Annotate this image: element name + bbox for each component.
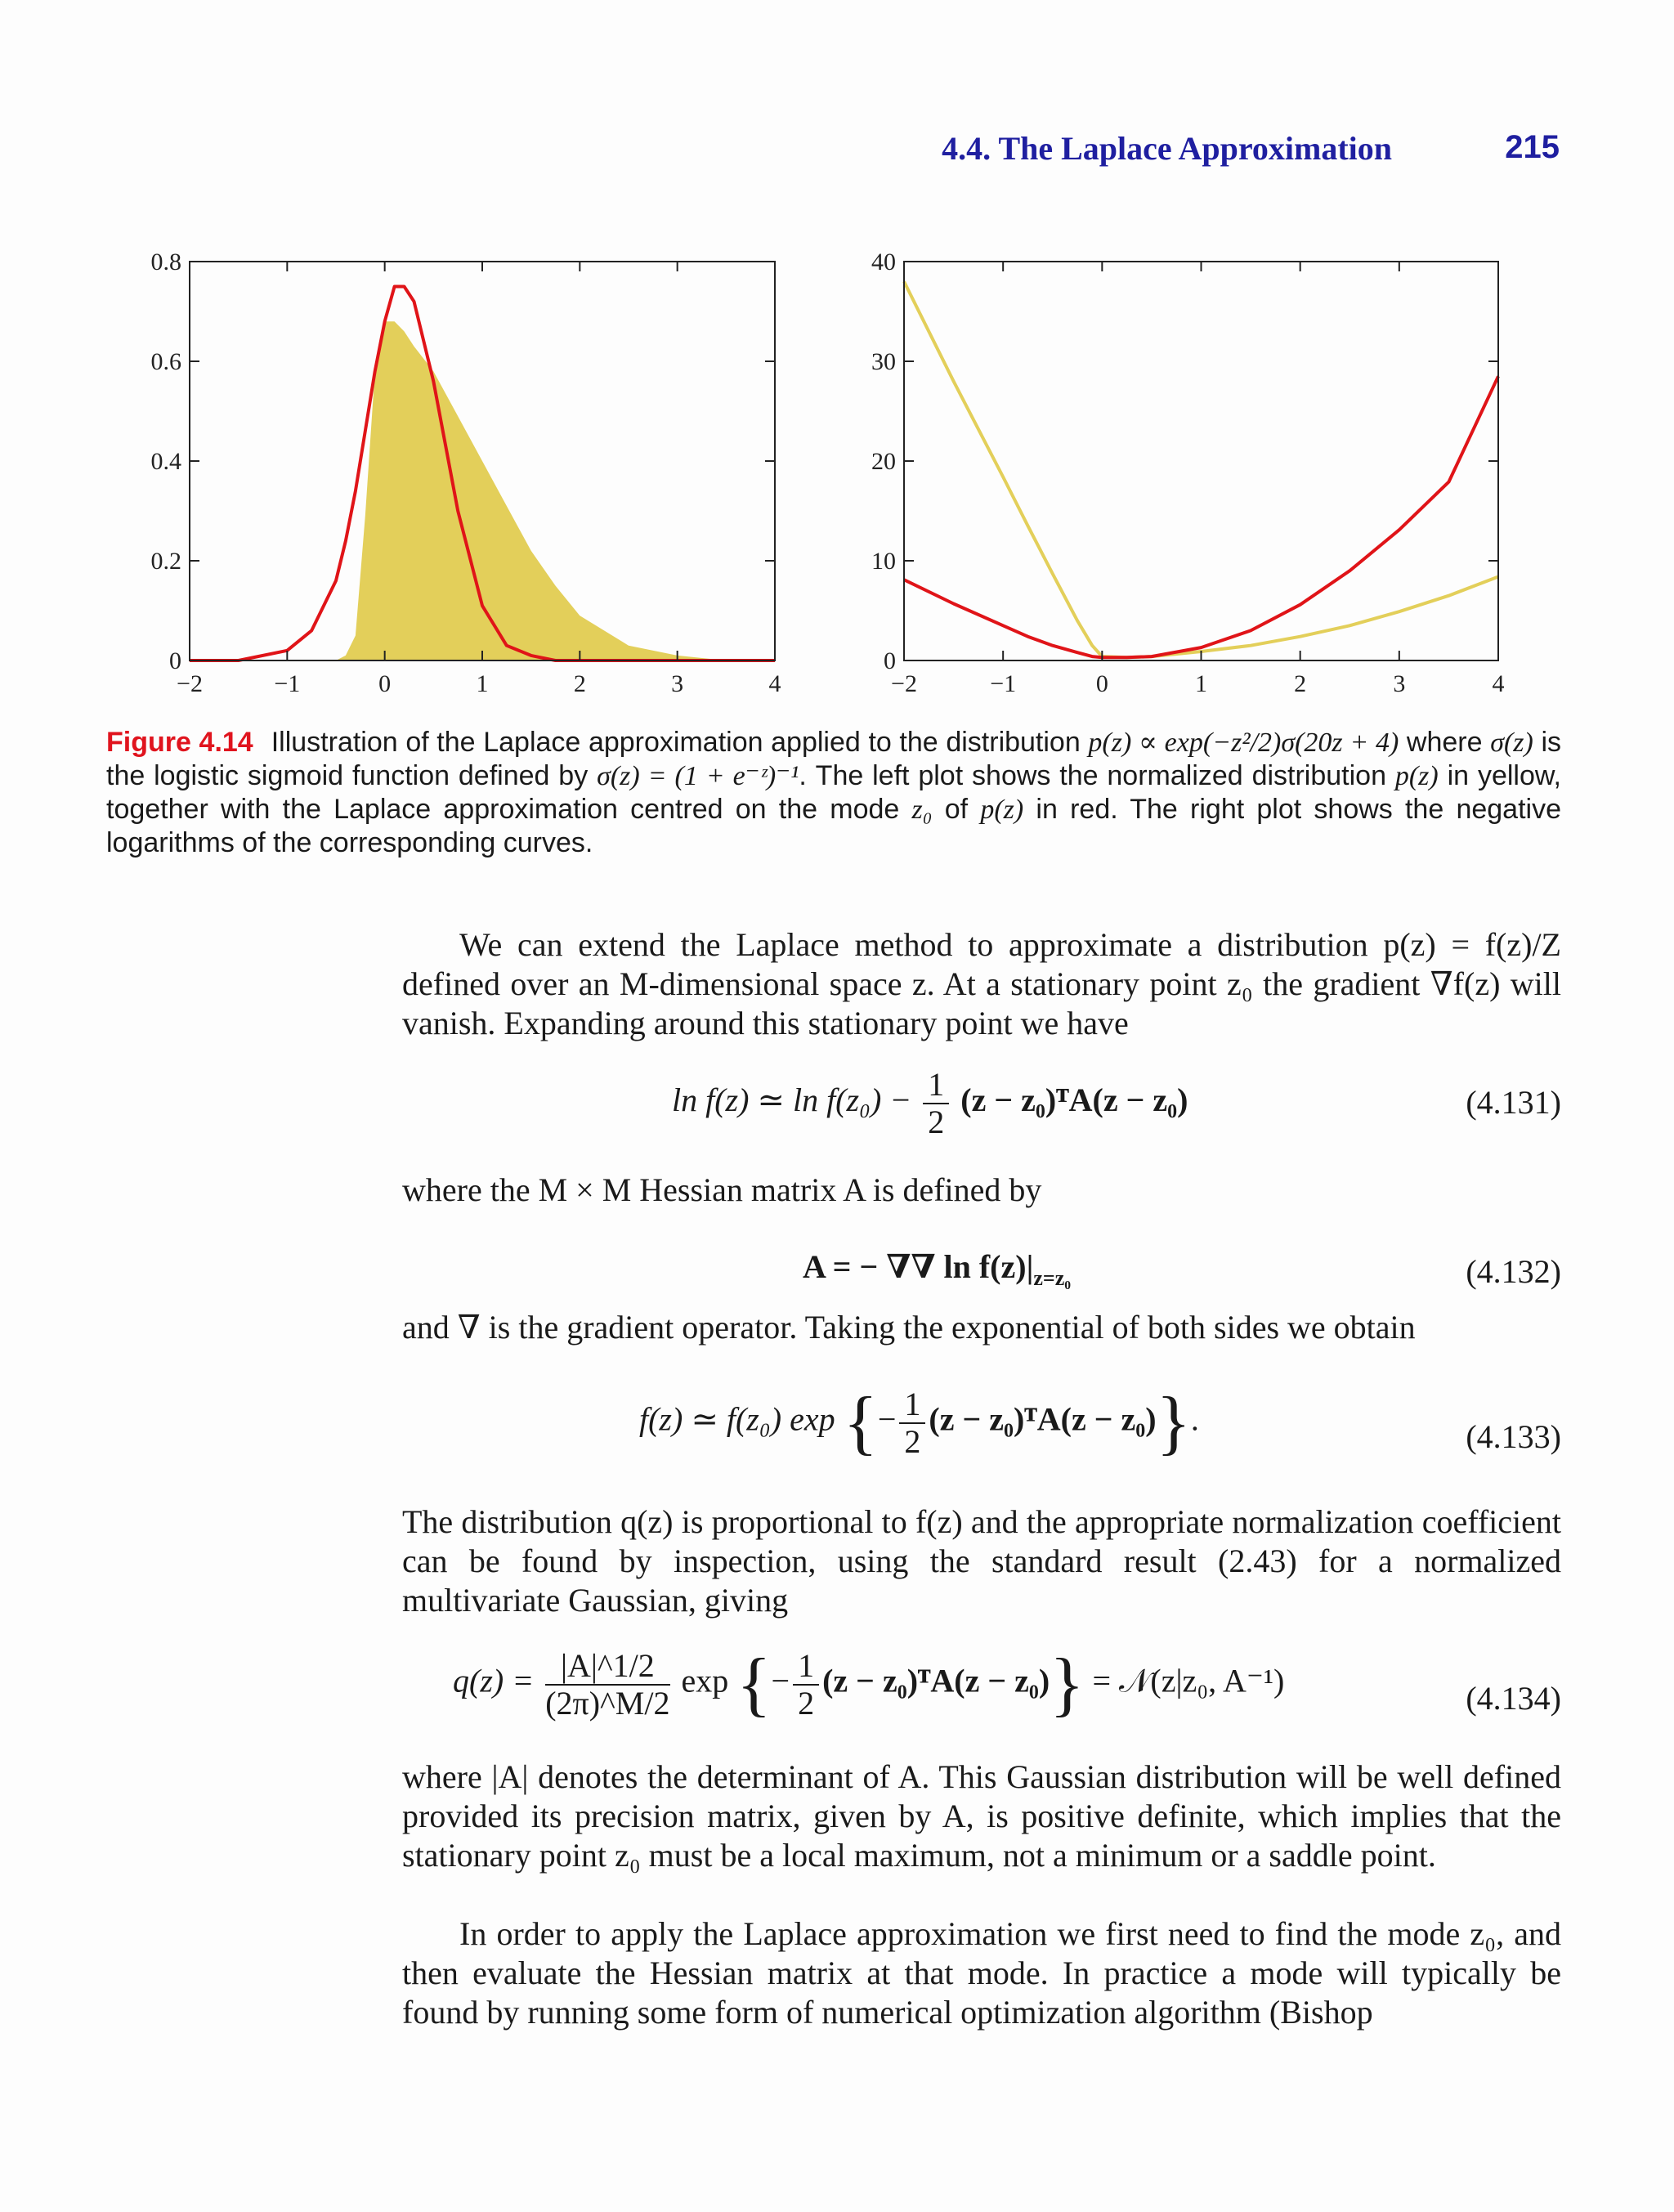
eq134-rhs: (z − z₀)ᵀA(z − z₀) — [822, 1662, 1050, 1699]
caption-text-1: Illustration of the Laplace approximation applied to the distribution — [271, 727, 1089, 758]
caption-text-5: in yellow, together with the Laplace approximation centred on the mode — [106, 760, 1561, 825]
right-plot-y-tick-label: 10 — [871, 548, 896, 575]
equation-4-131 — [402, 1067, 1561, 1157]
figure-label: Figure 4.14 — [106, 727, 253, 758]
eq134-frac — [793, 1648, 819, 1722]
right-plot — [871, 249, 1505, 697]
left-plot-y-tick-label: 0.4 — [150, 448, 181, 475]
left-plot-x-tick-label: 1 — [476, 670, 489, 697]
paragraph-2: where the M × M Hessian matrix A is defined by — [402, 1171, 1042, 1208]
right-plot-x-tick-label: 3 — [1393, 670, 1406, 697]
eq134-lhs: q(z) = — [453, 1662, 535, 1699]
right-plot-y-tick-label: 40 — [871, 249, 896, 275]
left-plot-x-tick-label: 0 — [378, 670, 392, 697]
figure-caption — [106, 726, 1561, 859]
caption-math-5: z₀ — [911, 795, 933, 825]
caption-math-1: p(z) ∝ exp(−z²/2)σ(20z + 4) — [1088, 728, 1399, 758]
eq134-number: (4.134) — [1466, 1680, 1561, 1717]
paragraph-4: The distribution q(z) is proportional to f(z) and the appropriate normalization coefficient can be found by inspection, using the standard result (2.43) for a normalized multivariate Gaussian, giving — [402, 1503, 1561, 1619]
eq134-exp: exp — [681, 1662, 729, 1699]
caption-math-3: σ(z) = (1 + e⁻ᶻ)⁻¹ — [597, 761, 799, 791]
eq132-expr: A = − ∇∇ ln f(z)| — [803, 1248, 1034, 1285]
eq134-norm-frac — [545, 1648, 669, 1722]
eq133-rhs: (z − z₀)ᵀA(z − z₀) — [929, 1400, 1157, 1438]
eq131-frac — [923, 1067, 949, 1140]
eq133-frac-num: 1 — [899, 1386, 925, 1424]
eq131-lhs: ln f(z) ≃ ln f(z₀) − — [672, 1081, 912, 1119]
right-plot-x-tick-label: 4 — [1492, 670, 1505, 697]
right-plot-y-tick-label: 20 — [871, 448, 896, 475]
caption-text-4: . The left plot shows the normalized distribution — [799, 760, 1395, 791]
right-plot-y-tick-label: 0 — [884, 647, 896, 674]
caption-text-2: where — [1399, 727, 1491, 758]
eq134-frac-num: 1 — [793, 1648, 819, 1686]
left-plot — [151, 249, 781, 697]
left-plot-series-yellow-area — [190, 321, 775, 660]
caption-math-2: σ(z) — [1490, 728, 1533, 758]
equation-4-134: q(z) = $\frac{|A|\^{}1/2}{(2\pi)\^{}M/2}$ exp {− $\frac{1}{2}$ (z − z₀)ᵀA(z − z₀)} = 𝒩(z|z₀, A⁻¹) (4.134) — [453, 1645, 1561, 1724]
eq132-number: (4.132) — [1466, 1253, 1561, 1290]
eq133-number: (4.133) — [1466, 1418, 1561, 1455]
right-plot-x-tick-label: −1 — [990, 670, 1017, 697]
eq132-sub: z=z₀ — [1033, 1266, 1072, 1290]
eq134-result: = 𝒩(z|z₀, A⁻¹) — [1092, 1662, 1285, 1699]
paragraph-6: In order to apply the Laplace approximation we first need to find the mode z₀, and then evaluate the Hessian matrix at that mode. In practice a mode will typically be found by running some form of numerical optimization algorithm (Bishop — [402, 1915, 1561, 2031]
section-title: 4.4. The Laplace Approximation — [942, 130, 1392, 167]
caption-text-3: is the logistic sigmoid function defined by — [106, 727, 1562, 791]
caption-math-4: p(z) — [1394, 761, 1439, 791]
eq134-norm-den: (2π)^M/2 — [545, 1684, 670, 1722]
left-plot-y-tick-label: 0.6 — [150, 348, 181, 375]
right-plot-series-yellow-line — [904, 281, 1498, 657]
right-plot-x-tick-label: 0 — [1095, 670, 1108, 697]
paragraph-3: and ∇ is the gradient operator. Taking the exponential of both sides we obtain — [402, 1309, 1416, 1346]
eq131-rhs: (z − z₀)ᵀA(z − z₀) — [960, 1081, 1188, 1119]
left-plot-x-tick-label: 4 — [768, 670, 781, 697]
left-plot-y-tick-label: 0.2 — [150, 548, 181, 575]
caption-math-6: p(z) — [980, 795, 1024, 825]
eq134-frac-den: 2 — [798, 1684, 815, 1722]
eq133-lhs: f(z) ≃ f(z₀) exp — [639, 1400, 835, 1438]
eq134-norm-num: |A|^1/2 — [545, 1648, 669, 1686]
eq131-frac-den: 2 — [928, 1104, 945, 1140]
page-number: 215 — [1505, 129, 1560, 165]
equation-4-133: f(z) ≃ f(z₀) exp {− $\frac{1}{2}$ (z − z₀)ᵀA(z − z₀)}. (4.133) — [639, 1383, 1561, 1462]
right-plot-series-red-line — [904, 376, 1498, 657]
eq131-frac-num: 1 — [923, 1067, 949, 1104]
running-header — [0, 129, 1674, 178]
left-plot-y-tick-label: 0 — [169, 647, 181, 674]
right-plot-x-tick-label: 2 — [1294, 670, 1307, 697]
left-plot-x-tick-label: −1 — [274, 670, 301, 697]
figure-4-14 — [0, 229, 1674, 703]
right-plot-x-tick-label: 1 — [1195, 670, 1207, 697]
left-plot-x-tick-label: 2 — [573, 670, 586, 697]
left-plot-x-tick-label: −2 — [177, 670, 203, 697]
right-plot-x-tick-label: −2 — [891, 670, 917, 697]
caption-text-7: in red. The right plot shows the negative logarithms of the corresponding curves. — [106, 794, 1561, 858]
caption-text-6: of — [932, 794, 981, 825]
left-plot-x-tick-label: 3 — [671, 670, 684, 697]
eq131-number: (4.131) — [1466, 1084, 1561, 1121]
left-plot-y-tick-label: 0.8 — [150, 249, 181, 275]
eq133-frac — [899, 1386, 925, 1460]
paragraph-1: We can extend the Laplace method to approximate a distribution p(z) = f(z)/Z defined over an M-dimensional space z. At a stationary point z₀ the gradient ∇f(z) will vanish. Expanding around this stationary point we have — [402, 926, 1561, 1041]
right-plot-y-tick-label: 30 — [871, 348, 896, 375]
paragraph-5: where |A| denotes the determinant of A. This Gaussian distribution will be well defined provided its precision matrix, given by A, is positive definite, which implies that the stationary point z₀ must be a local maximum, not a minimum or a saddle point. — [402, 1758, 1561, 1874]
eq133-frac-den: 2 — [904, 1422, 921, 1460]
